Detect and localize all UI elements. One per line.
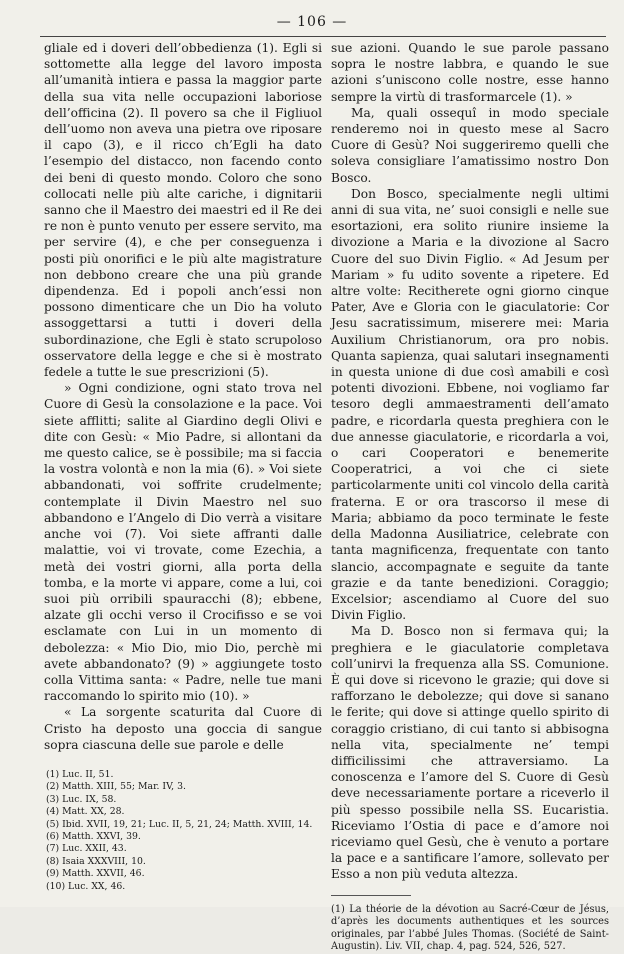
note-5: (5) Ibid. XVII, 19, 21; Luc. II, 5, 21, 24; Matth. XVIII, 14. — [46, 818, 313, 830]
note-4: (4) Matt. XX, 28. — [46, 806, 125, 818]
left-paragraph-1: gliale ed i doveri dell’obbedienza (1). Egli si sottomette alla legge del lavoro imposta all’umanità intiera e passa la maggior parte della sua vita nelle occupazioni laboriose dell’officina (2). Il povero sa che il Figliuol dell’uomo non aveva una pietra ove riposare il capo (3), e il ricco ch’Egli ha dato l’esempio del distacco, non facendo conto dei beni di questo mondo. Coloro che sono collocati nelle più alte cariche, i dignitarii sanno che il Maestro dei maestri ed il Re dei re non è punto venuto per essere servito, ma per servire (4), e che per conseguenza i posti più onorifici e le più alte magistrature non debbono creare che una più grande dipendenza. Ed i popoli anch’essi non possono dimenticare che un Dio ha voluto assoggettarsi a tutti i doveri della subordinazione, che Egli è stato scrupoloso osservatore della legge e che si è mostrato fedele a tutte le sue prescrizioni (5). — [44, 41, 322, 380]
right-paragraph-3: Don Bosco, specialmente negli ultimi anni di sua vita, ne’ suoi consigli e nelle sue esortazioni, era solito riunire insieme la divozione a Maria e la divozione al Sacro Cuore del suo Divin Figlio. « Ad Jesum per Mariam » fu udito sovente a ripetere. Ed altre volte: Recitherete ogni giorno cinque Pater, Ave e Gloria con le giaculatorie: Cor Jesu sacratissimum, miserere mei: Maria Auxilium Christianorum, ora pro nobis. Quanta sapienza, quai salutari insegnamenti in questa unione di due così amabili e così potenti divozioni. Ebbene, noi vogliamo far tesoro degli ammaestramenti dell’amato padre, e ricordarla questa preghiera con le due annesse giaculatorie, e ricordarla a voi, o cari Cooperatori e benemerite Cooperatrici, a voi che ci siete particolarmente uniti col vincolo della carità fraterna. E or ora trascorso il mese di Maria; abbiamo da poco terminate le feste della Madonna Ausiliatrice, celebrate con tanta magnificenza, frequentate con tanto slancio, accompagnate e seguite da tante grazie e da tante benedizioni. Coraggio; Excelsior; ascendiamo al Cuore del suo Divin Figlio. — [331, 186, 609, 623]
right-paragraph-1: sue azioni. Quando le sue parole passano sopra le nostre labbra, e quando le sue azioni s’uniscono colle nostre, esse hanno sempre la virtù di trasformarcele (1). » — [331, 41, 609, 104]
note-1: (1) Luc. II, 51. — [46, 768, 114, 780]
footnote-rule — [331, 895, 411, 896]
right-paragraph-2: Ma, quali ossequî in modo speciale renderemo noi in questo mese al Sacro Cuore di Gesù? Noi suggeriremo quelli che soleva consigliare l’amatissimo nostro Don Bosco. — [331, 105, 609, 185]
page-number: — 106 — — [276, 14, 348, 30]
note-8: (8) Isaia XXXVIII, 10. — [46, 855, 146, 867]
left-notes — [44, 769, 322, 893]
note-6: (6) Matth. XXVI, 39. — [46, 830, 141, 842]
right-paragraph-4: Ma D. Bosco non si fermava qui; la preghiera e le giaculatorie completava coll’unirvi la frequenza alla SS. Comunione. È qui dove si ricevono le grazie; qui dove si rafforzano le debolezze; qui dove si sanano le ferite; qui dove si attinge quello spirito di coraggio cristiano, di cui tanto si abbisogna nella vita, specialmente ne’ tempi difficilissimi che attraversiamo. La conoscenza e l’amore del S. Cuore di Gesù deve necessariamente portare a riceverlo il più spesso possibile nella SS. Eucaristia. Riceviamo l’Ostia di pace e d’amore noi riceviamo quel Gesù, che è venuto a portare la pace e a santificare l’amore, sollevato per Esso a non più veduta altezza. — [331, 624, 609, 882]
note-3: (3) Luc. IX, 58. — [46, 793, 117, 805]
note-9: (9) Matth. XXVII, 46. — [46, 868, 145, 880]
note-10: (10) Luc. XX, 46. — [46, 880, 126, 892]
note-2: (2) Matth. XIII, 55; Mar. IV, 3. — [46, 781, 186, 793]
left-paragraph-3: « La sorgente scaturita dal Cuore di Cristo ha deposto una goccia di sangue sopra ciascuna delle sue parole e delle — [44, 705, 322, 752]
note-7: (7) Luc. XXII, 43. — [46, 843, 127, 855]
left-paragraph-2: » Ogni condizione, ogni stato trova nel Cuore di Gesù la consolazione e la pace. Voi siete afflitti; salite al Giardino degli Olivi e dite con Gesù: « Mio Padre, si allontani da me questo calice, se è possibile; ma si faccia la vostra volontà e non la mia (6). » Voi siete abbandonati, voi soffrite crudelmente; contemplate il Divin Maestro nel suo abbandono e l’Angelo di Dio verrà a visitare anche voi (7). Voi siete affranti dalle malattie, voi vi trovate, come Ezechia, a metà dei vostri giorni, alla porta della tomba, e la morte vi appare, come a lui, coi suoi più orribili spauracchi (8); ebbene, alzate gli occhi verso il Crocifisso e se voi esclamate con Lui in un momento di debolezza: « Mio Dio, mio Dio, perchè mi avete abbandonato? (9) » aggiungete tosto colla Vittima santa: « Padre, nelle tue mani raccomando lo spirito mio (10). » — [44, 381, 322, 704]
right-footnote: (1) La théorie de la dévotion au Sacré-Cœur de Jésus, d’après les documents authentiques et les sources originales, par l’abbé Jules Thomas. (Société de Saint-Augustin). Liv. VII, chap. 4, pag. 524, 526, 527. — [331, 903, 609, 953]
left-column — [44, 40, 322, 893]
header-rule — [40, 36, 606, 37]
right-column — [331, 40, 609, 954]
